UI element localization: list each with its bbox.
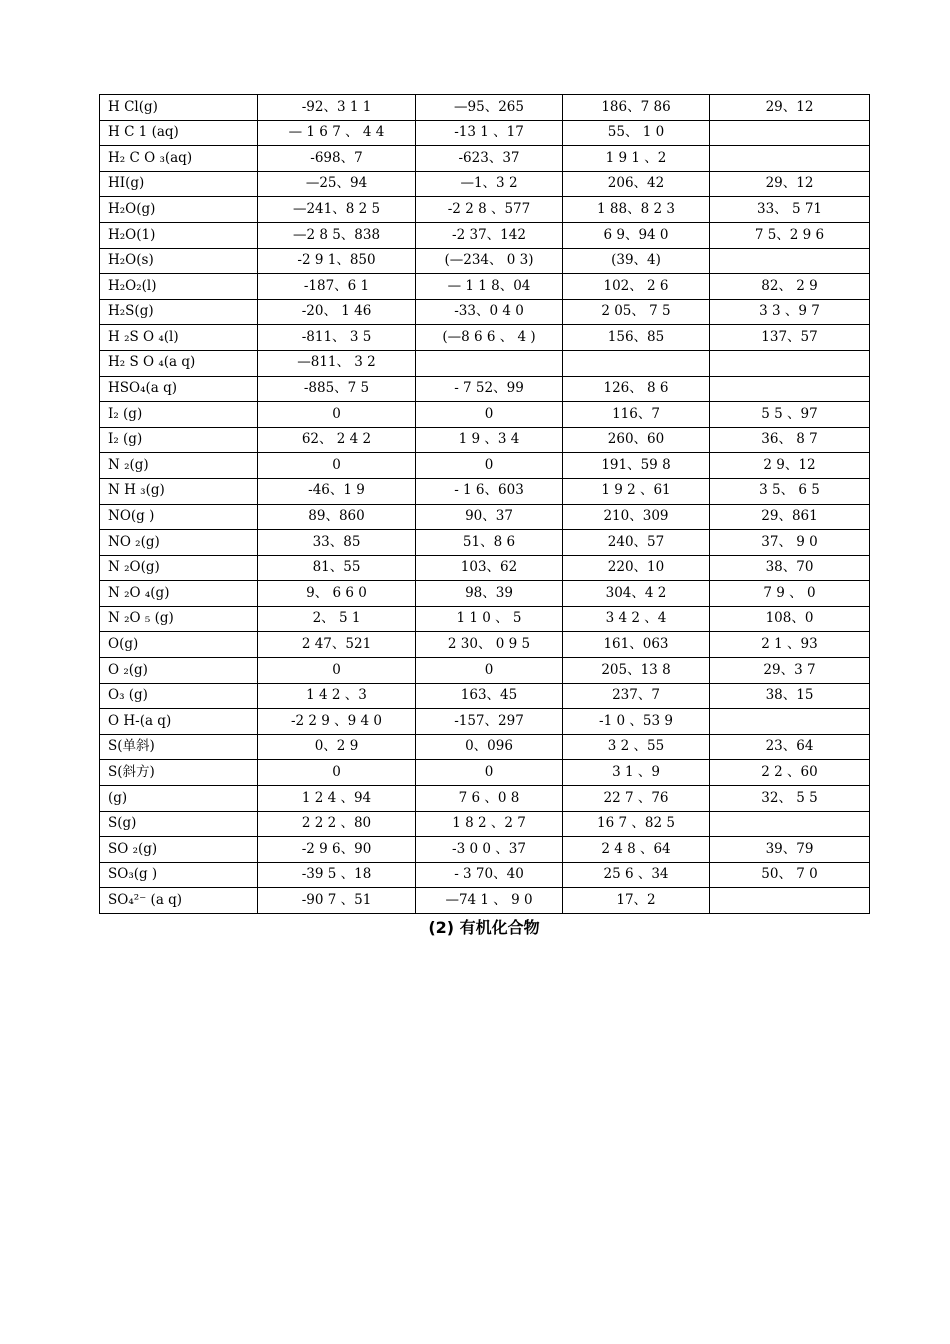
value-cell: —95、265 <box>416 95 563 121</box>
compound-cell: (g) <box>100 786 258 812</box>
value-cell: -46、1 9 <box>258 478 416 504</box>
value-cell: - 3 70、40 <box>416 862 563 888</box>
value-cell: 0、2 9 <box>258 734 416 760</box>
table-row <box>100 555 870 581</box>
value-cell: 156、85 <box>563 325 710 351</box>
value-cell: 23、64 <box>710 734 870 760</box>
table-row <box>100 862 870 888</box>
value-cell: -811、 3 5 <box>258 325 416 351</box>
value-cell: (—234、 0 3) <box>416 248 563 274</box>
value-cell: 0、096 <box>416 734 563 760</box>
value-cell: —241、8 2 5 <box>258 197 416 223</box>
value-cell <box>710 146 870 172</box>
table-row <box>100 427 870 453</box>
value-cell: 103、62 <box>416 555 563 581</box>
value-cell: 116、7 <box>563 402 710 428</box>
thermodynamic-data-table <box>99 94 870 914</box>
value-cell <box>710 811 870 837</box>
compound-cell: H₂O(g) <box>100 197 258 223</box>
value-cell: 0 <box>416 760 563 786</box>
value-cell: -92、3 1 1 <box>258 95 416 121</box>
value-cell: 32、 5 5 <box>710 786 870 812</box>
value-cell: 0 <box>258 453 416 479</box>
value-cell: — 1 6 7 、 4 4 <box>258 120 416 146</box>
value-cell: -157、297 <box>416 709 563 735</box>
value-cell: 29、12 <box>710 95 870 121</box>
value-cell: -39 5 、18 <box>258 862 416 888</box>
value-cell: 51、8 6 <box>416 530 563 556</box>
compound-cell: NO ₂(g) <box>100 530 258 556</box>
value-cell: 2 2 、60 <box>710 760 870 786</box>
value-cell: 2 4 8 、64 <box>563 837 710 863</box>
value-cell: -3 0 0 、37 <box>416 837 563 863</box>
value-cell: -1 0 、53 9 <box>563 709 710 735</box>
value-cell: 1 1 0 、 5 <box>416 606 563 632</box>
value-cell: 240、57 <box>563 530 710 556</box>
value-cell: 3 2 、55 <box>563 734 710 760</box>
compound-cell: N ₂O ₅ (g) <box>100 606 258 632</box>
table-row <box>100 734 870 760</box>
value-cell: -885、7 5 <box>258 376 416 402</box>
compound-cell: N H ₃(g) <box>100 478 258 504</box>
compound-cell: S(g) <box>100 811 258 837</box>
compound-cell: O ₂(g) <box>100 658 258 684</box>
value-cell: 3 3 、9 7 <box>710 299 870 325</box>
value-cell: 0 <box>258 658 416 684</box>
table-row <box>100 760 870 786</box>
value-cell: 1 2 4 、94 <box>258 786 416 812</box>
compound-cell: H₂ C O ₃(aq) <box>100 146 258 172</box>
value-cell: 3 5、 6 5 <box>710 478 870 504</box>
section-heading: (2) 有机化合物 <box>428 918 540 937</box>
value-cell: 7 6 、0 8 <box>416 786 563 812</box>
compound-cell: H₂O(s) <box>100 248 258 274</box>
table-row <box>100 146 870 172</box>
table-row <box>100 632 870 658</box>
value-cell: 220、10 <box>563 555 710 581</box>
value-cell: 9、 6 6 0 <box>258 581 416 607</box>
value-cell: 1 4 2 、3 <box>258 683 416 709</box>
value-cell: 2 1 、93 <box>710 632 870 658</box>
value-cell: 37、 9 0 <box>710 530 870 556</box>
value-cell: 5 5 、97 <box>710 402 870 428</box>
value-cell: 38、70 <box>710 555 870 581</box>
value-cell: 163、45 <box>416 683 563 709</box>
value-cell: 55、 1 0 <box>563 120 710 146</box>
value-cell: 161、063 <box>563 632 710 658</box>
table-row <box>100 376 870 402</box>
value-cell: 3 1 、9 <box>563 760 710 786</box>
table-row <box>100 453 870 479</box>
value-cell: 108、0 <box>710 606 870 632</box>
value-cell: 2、 5 1 <box>258 606 416 632</box>
value-cell: 29、3 7 <box>710 658 870 684</box>
value-cell <box>710 888 870 914</box>
compound-cell: HSO₄(a q) <box>100 376 258 402</box>
value-cell: 2 2 2 、80 <box>258 811 416 837</box>
value-cell: -623、37 <box>416 146 563 172</box>
table-row <box>100 120 870 146</box>
value-cell: 22 7 、76 <box>563 786 710 812</box>
value-cell: 50、 7 0 <box>710 862 870 888</box>
compound-cell: SO ₂(g) <box>100 837 258 863</box>
value-cell: 0 <box>416 402 563 428</box>
value-cell: 33、 5 71 <box>710 197 870 223</box>
value-cell <box>416 350 563 376</box>
compound-cell: H ₂S O ₄(l) <box>100 325 258 351</box>
value-cell: 62、 2 4 2 <box>258 427 416 453</box>
table-row <box>100 530 870 556</box>
value-cell: 102、 2 6 <box>563 274 710 300</box>
value-cell: -2 37、142 <box>416 222 563 248</box>
value-cell: -33、0 4 0 <box>416 299 563 325</box>
value-cell <box>710 350 870 376</box>
value-cell: -20、 1 46 <box>258 299 416 325</box>
value-cell: 29、861 <box>710 504 870 530</box>
value-cell: 7 9 、 0 <box>710 581 870 607</box>
value-cell: 16 7 、82 5 <box>563 811 710 837</box>
value-cell: —811、 3 2 <box>258 350 416 376</box>
value-cell: -2 9 6、90 <box>258 837 416 863</box>
value-cell: 237、7 <box>563 683 710 709</box>
table-row <box>100 197 870 223</box>
value-cell: 2 30、 0 9 5 <box>416 632 563 658</box>
value-cell: (39、4) <box>563 248 710 274</box>
value-cell: 33、85 <box>258 530 416 556</box>
table-row <box>100 171 870 197</box>
value-cell: 1 9 1 、2 <box>563 146 710 172</box>
value-cell: 98、39 <box>416 581 563 607</box>
table-row <box>100 95 870 121</box>
value-cell: 210、309 <box>563 504 710 530</box>
value-cell: 1 9 、3 4 <box>416 427 563 453</box>
table-body <box>100 95 870 914</box>
table-row <box>100 478 870 504</box>
table-row <box>100 274 870 300</box>
value-cell: 0 <box>416 453 563 479</box>
table-row <box>100 837 870 863</box>
table-row <box>100 325 870 351</box>
value-cell: -2 9 1、850 <box>258 248 416 274</box>
value-cell: —2 8 5、838 <box>258 222 416 248</box>
value-cell: —25、94 <box>258 171 416 197</box>
compound-cell: H Cl(g) <box>100 95 258 121</box>
compound-cell: N ₂(g) <box>100 453 258 479</box>
compound-cell: I₂ (g) <box>100 402 258 428</box>
table-row <box>100 504 870 530</box>
value-cell: -698、7 <box>258 146 416 172</box>
value-cell: 260、60 <box>563 427 710 453</box>
value-cell: 2 05、 7 5 <box>563 299 710 325</box>
value-cell: 38、15 <box>710 683 870 709</box>
value-cell <box>710 248 870 274</box>
value-cell: 81、55 <box>258 555 416 581</box>
value-cell: —1、3 2 <box>416 171 563 197</box>
value-cell: 2 9、12 <box>710 453 870 479</box>
table-row <box>100 581 870 607</box>
value-cell: -2 2 9 、9 4 0 <box>258 709 416 735</box>
compound-cell: H₂S(g) <box>100 299 258 325</box>
compound-cell: SO₄²⁻ (a q) <box>100 888 258 914</box>
compound-cell: HI(g) <box>100 171 258 197</box>
value-cell: 304、4 2 <box>563 581 710 607</box>
table-row <box>100 658 870 684</box>
compound-cell: S(单斜) <box>100 734 258 760</box>
compound-cell: O₃ (g) <box>100 683 258 709</box>
compound-cell: SO₃(g ) <box>100 862 258 888</box>
value-cell: 0 <box>258 760 416 786</box>
compound-cell: N ₂O(g) <box>100 555 258 581</box>
compound-cell: O(g) <box>100 632 258 658</box>
value-cell: 25 6 、34 <box>563 862 710 888</box>
value-cell: 2 47、521 <box>258 632 416 658</box>
value-cell: 0 <box>258 402 416 428</box>
compound-cell: O H-(a q) <box>100 709 258 735</box>
value-cell: 0 <box>416 658 563 684</box>
value-cell: -90 7 、51 <box>258 888 416 914</box>
value-cell: 36、 8 7 <box>710 427 870 453</box>
value-cell: 17、2 <box>563 888 710 914</box>
value-cell: -13 1 、17 <box>416 120 563 146</box>
value-cell: 29、12 <box>710 171 870 197</box>
value-cell: 3 4 2 、4 <box>563 606 710 632</box>
value-cell: 39、79 <box>710 837 870 863</box>
value-cell: 82、 2 9 <box>710 274 870 300</box>
value-cell: 126、 8 6 <box>563 376 710 402</box>
value-cell <box>710 376 870 402</box>
value-cell: 137、57 <box>710 325 870 351</box>
value-cell: 1 88、8 2 3 <box>563 197 710 223</box>
value-cell: -187、6 1 <box>258 274 416 300</box>
table-row <box>100 888 870 914</box>
value-cell <box>563 350 710 376</box>
value-cell: 89、860 <box>258 504 416 530</box>
value-cell <box>710 709 870 735</box>
table-row <box>100 222 870 248</box>
table-row <box>100 786 870 812</box>
table-row <box>100 350 870 376</box>
compound-cell: H₂O(1) <box>100 222 258 248</box>
value-cell: 90、37 <box>416 504 563 530</box>
compound-cell: H₂O₂(l) <box>100 274 258 300</box>
compound-cell: H C 1 (aq) <box>100 120 258 146</box>
value-cell: — 1 1 8、04 <box>416 274 563 300</box>
value-cell: 206、42 <box>563 171 710 197</box>
value-cell: 186、7 86 <box>563 95 710 121</box>
value-cell: 1 8 2 、2 7 <box>416 811 563 837</box>
value-cell <box>710 120 870 146</box>
table-row <box>100 248 870 274</box>
value-cell: 1 9 2 、61 <box>563 478 710 504</box>
value-cell: —74 1 、 9 0 <box>416 888 563 914</box>
table-row <box>100 811 870 837</box>
value-cell: 191、59 8 <box>563 453 710 479</box>
table-row <box>100 299 870 325</box>
value-cell: - 1 6、603 <box>416 478 563 504</box>
value-cell: 6 9、94 0 <box>563 222 710 248</box>
compound-cell: S(斜方) <box>100 760 258 786</box>
table-row <box>100 402 870 428</box>
value-cell: - 7 52、99 <box>416 376 563 402</box>
value-cell: 205、13 8 <box>563 658 710 684</box>
value-cell: -2 2 8 、577 <box>416 197 563 223</box>
value-cell: 7 5、2 9 6 <box>710 222 870 248</box>
table-row <box>100 606 870 632</box>
compound-cell: H₂ S O ₄(a q) <box>100 350 258 376</box>
compound-cell: N ₂O ₄(g) <box>100 581 258 607</box>
compound-cell: NO(g ) <box>100 504 258 530</box>
table-row <box>100 683 870 709</box>
table-row <box>100 709 870 735</box>
compound-cell: I₂ (g) <box>100 427 258 453</box>
value-cell: (—8 6 6 、 4 ) <box>416 325 563 351</box>
